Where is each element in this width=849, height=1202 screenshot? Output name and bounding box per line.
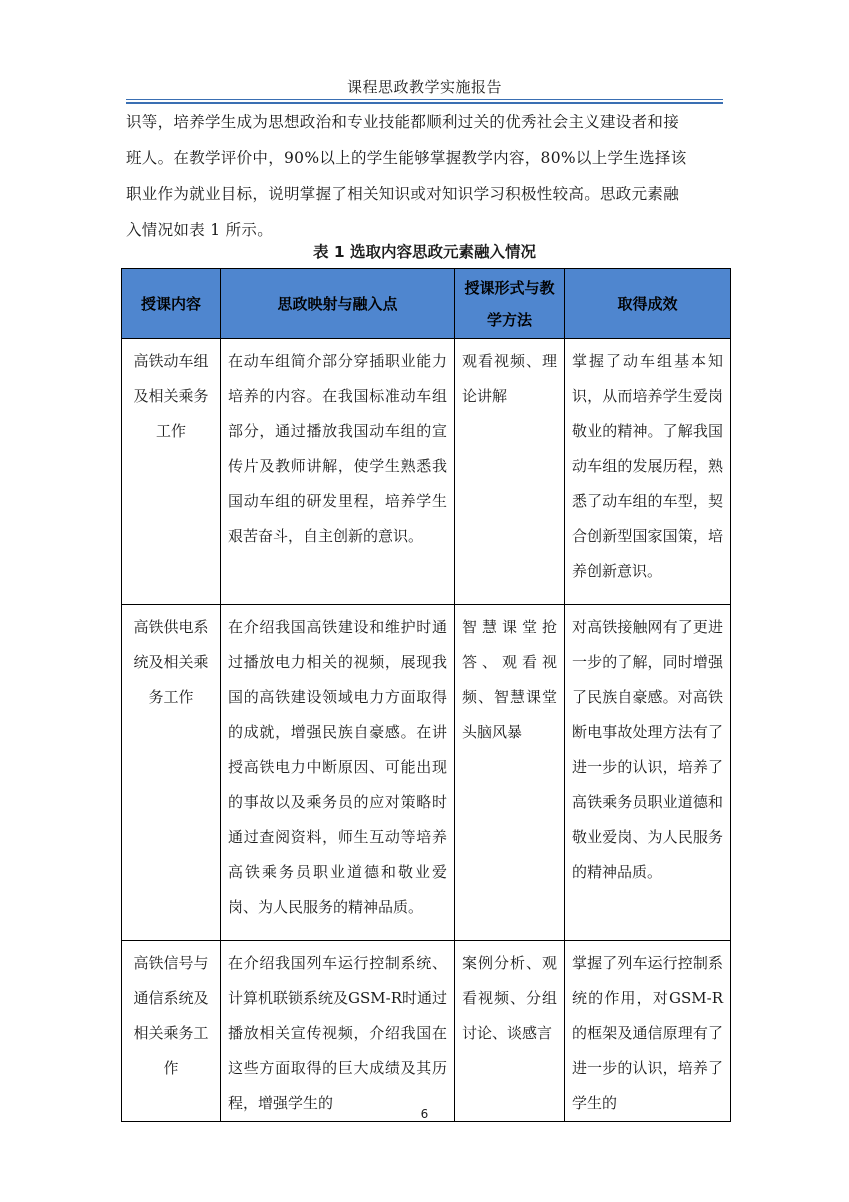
cell-topic: 高铁动车组及相关乘务工作 bbox=[122, 339, 221, 605]
cell-methods: 观看视频、理论讲解 bbox=[455, 339, 565, 605]
cell-results: 对高铁接触网有了更进一步的了解，同时增强了民族自豪感。对高铁断电事故处理方法有了进一步的认识，培养了高铁乘务员职业道德和敬业爱岗、为人民服务的精神品质。 bbox=[565, 605, 731, 941]
header-cell-methods: 授课形式与教学方法 bbox=[455, 269, 565, 339]
cell-methods: 智慧课堂抢答、观看视频、智慧课堂头脑风暴 bbox=[455, 605, 565, 941]
cell-topic: 高铁供电系统及相关乘务工作 bbox=[122, 605, 221, 941]
cell-points: 在介绍我国高铁建设和维护时通过播放电力相关的视频，展现我国的高铁建设领域电力方面取得的成就，增强民族自豪感。在讲授高铁电力中断原因、可能出现的事故以及乘务员的应对策略时通过查阅资料，师生互动等培养高铁乘务员职业道德和敬业爱岗、为人民服务的精神品质。 bbox=[221, 605, 455, 941]
intro-line: 识等，培养学生成为思想政治和专业技能都顺利过关的优秀社会主义建设者和接 bbox=[126, 113, 680, 131]
ideology-integration-table bbox=[121, 268, 731, 1122]
header-cell-topic: 授课内容 bbox=[122, 269, 221, 339]
intro-line: 入情况如表 1 所示。 bbox=[126, 221, 274, 239]
intro-paragraph bbox=[126, 104, 723, 248]
intro-line: 班人。在教学评价中，90%以上的学生能够掌握教学内容，80%以上学生选择该 bbox=[126, 149, 687, 167]
table-row bbox=[122, 339, 731, 605]
cell-results: 掌握了动车组基本知识，从而培养学生爱岗敬业的精神。了解我国动车组的发展历程，熟悉了动车组的车型，契合创新型国家国策，培养创新意识。 bbox=[565, 339, 731, 605]
cell-topic: 高铁信号与通信系统及相关乘务工作 bbox=[122, 941, 221, 1122]
header-cell-results: 取得成效 bbox=[565, 269, 731, 339]
table-header-row bbox=[122, 269, 731, 339]
cell-points: 在动车组简介部分穿插职业能力培养的内容。在我国标准动车组部分，通过播放我国动车组的宣传片及教师讲解，使学生熟悉我国动车组的研发里程，培养学生艰苦奋斗，自主创新的意识。 bbox=[221, 339, 455, 605]
cell-points: 在介绍我国列车运行控制系统、计算机联锁系统及GSM-R时通过播放相关宣传视频，介绍我国在这些方面取得的巨大成绩及其历程，增强学生的 bbox=[221, 941, 455, 1122]
table-row bbox=[122, 605, 731, 941]
cell-methods: 案例分析、观看视频、分组讨论、谈感言 bbox=[455, 941, 565, 1122]
page-header-title: 课程思政教学实施报告 bbox=[346, 78, 502, 96]
table-caption: 表 1 选取内容思政元素融入情况 bbox=[312, 243, 537, 261]
header-rule bbox=[126, 99, 723, 104]
intro-line: 职业作为就业目标，说明掌握了相关知识或对知识学习积极性较高。思政元素融 bbox=[126, 185, 680, 203]
header-cell-points: 思政映射与融入点 bbox=[221, 269, 455, 339]
cell-results: 掌握了列车运行控制系统的作用，对GSM-R的框架及通信原理有了进一步的认识，培养了学生的 bbox=[565, 941, 731, 1122]
table-row bbox=[122, 941, 731, 1122]
page-number: 6 bbox=[420, 1107, 429, 1121]
